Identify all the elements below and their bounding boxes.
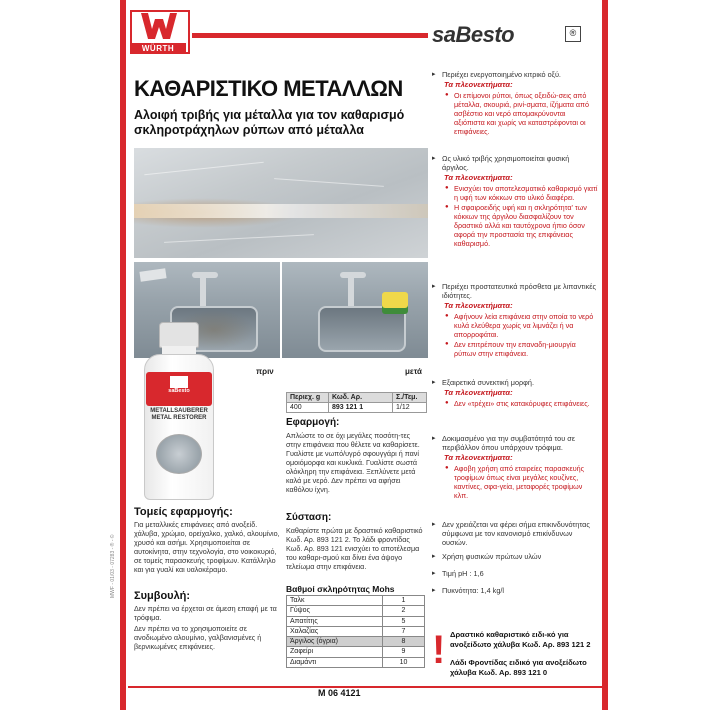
hardness-table [286,595,425,668]
feature-text: ▸ Περιέχει ενεργοποιημένο κιτρικό οξύ. [432,70,598,79]
recommendation-heading: Σύσταση: [286,512,332,523]
feature-text: ▸ Εξαιρετικά συνεκτική μορφή. [432,378,598,387]
wurth-w-icon [141,13,177,39]
bottle-brand: saBesto [168,388,190,394]
weld-seam-photo [134,148,428,258]
recommendation-text: Καθαρίστε πρώτα με δραστικό καθαριστικό Κωδ. Αρ. 893 121 2. Το λάδι φροντίδας Κωδ. Αρ. 893 121 ενισχύει το αποτέλεσμα του καθαρι-σμού και δίνει ένα άψογο τελείωμα στην επιφάνεια. [286,526,423,571]
value-cell: 10 [383,657,425,667]
advantage-item: ● Δεν επιτρέπουν την επαναδη-μιουργία ρύπων στην επιφάνεια. [432,340,598,358]
product-bottle [140,322,218,502]
feature-text: ▸ Περιέχει προστατευτικά πρόσθετα με λιπαντικές ιδιότητες. [432,282,598,300]
plain-bullets [432,569,598,578]
material-cell: Χαλαζίας [287,626,383,636]
value-cell: 1 [383,596,425,606]
page-subtitle: Αλοιφή τριβής για μέταλλα για τον καθαρισμό σκληροτράχηλων ρύπων από μέταλλα [134,108,405,137]
sabesto-brand: saBesto [432,22,515,47]
feature-block [432,434,598,500]
footer-red-rule [128,686,602,688]
table-row [287,403,427,413]
advantages-label: Τα πλεονεκτήματα: [444,388,513,397]
related-products-note [432,628,600,676]
material-cell: Γύψος [287,606,383,616]
feature-text: ▸ Δεν χρειάζεται να φέρει σήμα επικινδυνότητας σύμφωνα με τον κανονισμό επικίνδυνων ουσιών. [432,520,598,547]
value-cell: 8 [383,637,425,647]
order-table [286,392,427,413]
left-red-rule [120,0,126,710]
advantage-item: ● Οι επίμονοι ρύποι, όπως οξειδώ-σεις από μέταλλα, σκουριά, ρινί-σματα, ίζήματα από ασβέστιο και νερό απομακρύνονται αξιόπιστα και χωρίς να καταστρέφονται οι επιφάνειες. [432,91,598,136]
right-red-rule [602,0,608,710]
header-cell: Περιεχ. g [287,393,329,403]
feature-text: ▸ Πυκνότητα: 1,4 kg/l [432,586,598,595]
application-text: Απλώστε το σε όχι μεγάλες ποσότη-τες στην επιφάνεια που θέλετε να καθαρίσετε. Γυαλίστε με νωπό/υγρό σφουγγάρι ή πανί ομοιόμορφα και κυκλικά. Γυαλίστε σωστά ολόκληρη την επιφάνεια. Ξεπλύνετε μετά καλά με νερό. Δεν πρέπει να αφήσει καθόλου ίχνη. [286,431,420,494]
value-cell: 2 [383,606,425,616]
advice-text-1: Δεν πρέπει να έρχεται σε άμεση επαφή με τα τρόφιμα. [134,604,277,622]
brand-badge: ® [565,26,581,42]
feature-block [432,282,598,358]
advantages-label: Τα πλεονεκτήματα: [444,173,513,182]
plain-bullets [432,586,598,595]
areas-text: Για μεταλλικές επιφάνειες από ανοξείδ. χάλυβα, χρώμιο, ορείχαλκο, χαλκό, αλουμίνιο, χρυσό και ασήμι. Χρησιμοποιείται σε αυτοκίνητα, στην τεχνολογία, στο νοικοκυριό, σε τομείς παρασκευής τροφίμων. Κατάλληλο και για γυαλί και υαλοκέραμο. [134,520,280,574]
sponge-icon [382,292,408,308]
page-title: ΚΑΘΑΡΙΣΤΙΚΟ ΜΕΤΑΛΛΩΝ [134,76,403,101]
table-row [287,606,425,616]
plain-bullets [432,520,598,547]
value-cell: 5 [383,616,425,626]
feature-text: ▸ Χρήση φυσικών πρώτων υλών [432,552,598,561]
advantages-label: Τα πλεονεκτήματα: [444,301,513,310]
sink-after-photo [282,262,428,358]
feature-text: ▸ Δοκιμασμένο για την συμβατότητά του σε περιβάλλον όπου υπάρχουν τρόφιμα. [432,434,598,452]
feature-text: ▸ Τιμή pH : 1,6 [432,569,598,578]
caption-after: μετά [405,367,422,376]
advice-heading: Συμβουλή: [134,590,191,602]
material-cell: Ζαφείρι [287,647,383,657]
advantages-label: Τα πλεονεκτήματα: [444,80,513,89]
material-cell: Άργιλος (όγρια) [287,637,383,647]
advantage-item: ● Ενισχύει τον αποτελεσματικό καθαρισμό γιατί η υφή των κόκκων στο υλικό διαφέρει. [432,184,598,202]
bottle-label-text: METALLSAUBERER METAL RESTORER [150,408,208,421]
table-cell: 400 [287,403,329,413]
value-cell: 9 [383,647,425,657]
hardness-heading: Βαθμοί σκληρότητας Mohs [286,584,395,594]
wurth-logo [130,10,190,54]
table-row [287,637,425,647]
feature-block [432,378,598,408]
exclamation-icon: ! [432,628,446,672]
feature-block [432,154,598,248]
caption-before: πριν [256,367,274,376]
value-cell: 7 [383,626,425,636]
table-row [287,596,425,606]
related-product-1: Δραστικό καθαριστικό ειδι-κό για ανοξείδωτο χάλυβα Κωδ. Αρ. 893 121 2 [450,630,591,649]
advantages-label: Τα πλεονεκτήματα: [444,453,513,462]
plain-bullets [432,552,598,561]
header-cell: Σ./Τεμ. [393,393,427,403]
table-cell: 893 121 1 [329,403,393,413]
order-table-header [287,393,427,403]
table-row [287,657,425,667]
feature-text: ▸ Ως υλικό τριβής χρησιμοποιείται φυσική άργιλος. [432,154,598,172]
document-code: M 06 4121 [318,688,361,698]
advice-text-2: Δεν πρέπει να το χρησιμοποιείτε σε ανοδιωμένο αλουμίνιο, γαλβανισμένες ή βερνικωμένες επιφάνειες. [134,624,262,651]
advantage-item: ● Δεν «τρέχει» στις κατακόρυφες επιφάνειες. [432,399,598,408]
material-cell: Διαμάντι [287,657,383,667]
table-row [287,616,425,626]
advantage-item: ● Αφήνουν λεία επιφάνεια στην οποία το νερό κυλά ελεύθερα χωρίς να λιμνάζει ή να απορροφάται. [432,312,598,339]
advantage-item: ● Αφοβη χρήση από εταιρείες παρασκευής τροφίμων όπως είναι μεγάλες κουζίνες, καντίνες, σφα-γεία, μεταφορές τροφίμων κλπ. [432,464,598,500]
application-heading: Εφαρμογή: [286,417,340,428]
table-row [287,647,425,657]
table-cell: 1/12 [393,403,427,413]
feature-block [432,70,598,136]
wurth-logo-text: WÜRTH [130,43,186,54]
header-cell: Κωδ. Αρ. [329,393,393,403]
material-cell: Απατίτης [287,616,383,626]
advantage-item: ● Η σφαιροειδής υφή και η σκληρότητα' των κόκκων της άργιλου διασφαλίζουν τον δραστικό αλλά και ταυτόχρονα ήπιο όσον αφορά την προστασία της επιφάνειας καθαρισμό. [432,203,598,248]
related-product-2: Λάδι Φροντίδας ειδικό για ανοξείδωτο χάλυβα Κωδ. Αρ. 893 121 0 [450,658,587,677]
header-red-stripe [192,33,428,38]
table-row [287,626,425,636]
material-cell: Ταλκ [287,596,383,606]
side-print-code: MWF - 01/03 - 07283 - ® - © [110,534,116,598]
areas-heading: Τομείς εφαρμογής: [134,506,233,518]
